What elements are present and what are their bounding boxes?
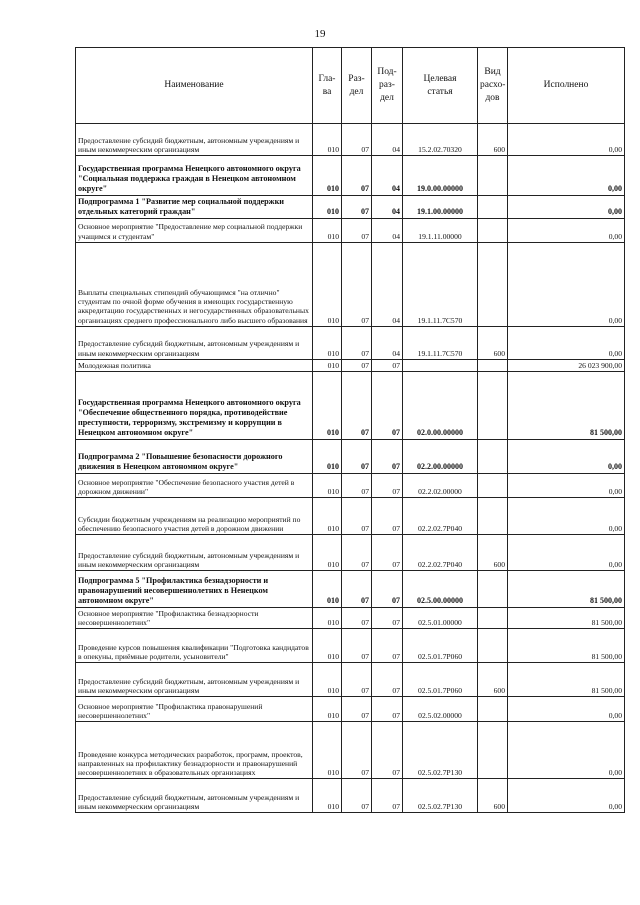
row-section: 07 [342,607,372,628]
row-expense-type [478,473,508,497]
row-subsection: 07 [372,473,403,497]
table-row [76,218,625,242]
header-name: Наименование [76,48,313,124]
row-subsection: 07 [372,722,403,779]
row-expense-type: 600 [478,326,508,359]
row-expense-type [478,607,508,628]
row-name: Предоставление субсидий бюджетным, автономным учреждениям и иным некоммерческим организациям [76,534,313,570]
row-subsection: 07 [372,439,403,473]
row-subsection: 07 [372,371,403,439]
row-expense-type: 600 [478,534,508,570]
row-executed: 0,00 [508,473,625,497]
row-executed: 0,00 [508,697,625,722]
row-expense-type [478,570,508,607]
row-section: 07 [342,779,372,813]
row-section: 07 [342,473,372,497]
row-subsection: 04 [372,242,403,326]
row-section: 07 [342,629,372,663]
row-section: 07 [342,534,372,570]
row-expense-type [478,218,508,242]
row-target: 02.5.01.7Р060 [403,629,478,663]
row-executed: 0,00 [508,156,625,196]
table-row [76,359,625,371]
row-section: 07 [342,697,372,722]
row-executed: 0,00 [508,534,625,570]
row-expense-type [478,359,508,371]
row-expense-type [478,439,508,473]
header-expense-type: Вид расхо- дов [478,48,508,124]
header-section: Раз- дел [342,48,372,124]
row-chapter: 010 [313,359,342,371]
budget-table [75,47,625,813]
row-section: 07 [342,722,372,779]
row-chapter: 010 [313,439,342,473]
row-section: 07 [342,156,372,196]
row-name: Основное мероприятие "Обеспечение безопасного участия детей в дорожном движении" [76,473,313,497]
row-executed: 0,00 [508,124,625,156]
row-expense-type: 600 [478,663,508,697]
row-subsection: 04 [372,156,403,196]
table-row [76,326,625,359]
row-expense-type [478,697,508,722]
row-executed: 0,00 [508,722,625,779]
row-section: 07 [342,439,372,473]
row-chapter: 010 [313,218,342,242]
row-executed: 0,00 [508,779,625,813]
row-section: 07 [342,124,372,156]
table-row [76,779,625,813]
table-row [76,124,625,156]
row-expense-type: 600 [478,124,508,156]
row-executed: 0,00 [508,439,625,473]
row-subsection: 07 [372,497,403,534]
row-executed: 0,00 [508,196,625,219]
row-section: 07 [342,359,372,371]
table-row [76,629,625,663]
table-row [76,196,625,219]
row-chapter: 010 [313,242,342,326]
row-executed: 0,00 [508,218,625,242]
row-section: 07 [342,570,372,607]
row-executed: 0,00 [508,497,625,534]
row-name: Предоставление субсидий бюджетным, автономным учреждениям и иным некоммерческим организациям [76,663,313,697]
header-chapter: Гла- ва [313,48,342,124]
row-target: 19.1.11.00000 [403,218,478,242]
row-executed: 0,00 [508,242,625,326]
row-chapter: 010 [313,779,342,813]
row-subsection: 04 [372,218,403,242]
row-executed: 81 500,00 [508,629,625,663]
row-target: 02.2.00.00000 [403,439,478,473]
row-chapter: 010 [313,156,342,196]
row-subsection: 07 [372,629,403,663]
row-target: 15.2.02.70320 [403,124,478,156]
page-number: 19 [314,28,326,40]
table-row [76,242,625,326]
table-row [76,156,625,196]
row-target: 02.2.02.7Р040 [403,497,478,534]
row-target: 02.2.02.00000 [403,473,478,497]
row-name: Молодежная политика [76,359,313,371]
row-name: Государственная программа Ненецкого автономного округа "Обеспечение общественного порядка, противодействие преступности, терроризму, экстремизму и коррупции в Ненецком автономном округе" [76,371,313,439]
row-section: 07 [342,326,372,359]
row-chapter: 010 [313,497,342,534]
row-chapter: 010 [313,607,342,628]
row-expense-type [478,196,508,219]
row-chapter: 010 [313,534,342,570]
row-section: 07 [342,196,372,219]
table-row [76,607,625,628]
row-chapter: 010 [313,326,342,359]
row-name: Проведение конкурса методических разработок, программ, проектов, направленных на профилактику безнадзорности и правонарушений несовершеннолетних в образовательных организациях [76,722,313,779]
row-executed: 0,00 [508,326,625,359]
row-section: 07 [342,242,372,326]
row-name: Проведение курсов повышения квалификации "Подготовка кандидатов в опекуны, приёмные родители, усыновители" [76,629,313,663]
row-expense-type [478,156,508,196]
table-row [76,473,625,497]
table-row [76,534,625,570]
table-row [76,439,625,473]
row-chapter: 010 [313,697,342,722]
row-target [403,359,478,371]
row-target: 02.5.01.00000 [403,607,478,628]
row-name: Выплаты специальных стипендий обучающимся "на отлично" студентам по очной форме обучения в имеющих государственную аккредитацию государственных и негосударственных образовательных организациях среднего профессионального либо высшего образования [76,242,313,326]
row-expense-type [478,629,508,663]
table-row [76,497,625,534]
table-row [76,697,625,722]
row-target: 19.1.11.7С570 [403,242,478,326]
row-executed: 81 500,00 [508,570,625,607]
row-target: 02.5.02.7Р130 [403,779,478,813]
table-row [76,663,625,697]
row-name: Субсидии бюджетным учреждениям на реализацию мероприятий по обеспечению безопасного участия детей в дорожном движении [76,497,313,534]
row-expense-type: 600 [478,779,508,813]
row-subsection: 07 [372,697,403,722]
row-name: Предоставление субсидий бюджетным, автономным учреждениям и иным некоммерческим организациям [76,779,313,813]
row-subsection: 07 [372,779,403,813]
table-row [76,371,625,439]
row-chapter: 010 [313,124,342,156]
row-executed: 26 023 900,00 [508,359,625,371]
row-chapter: 010 [313,371,342,439]
row-subsection: 04 [372,326,403,359]
row-chapter: 010 [313,570,342,607]
row-target: 19.0.00.00000 [403,156,478,196]
row-target: 19.1.00.00000 [403,196,478,219]
row-expense-type [478,371,508,439]
row-subsection: 07 [372,570,403,607]
row-subsection: 04 [372,196,403,219]
row-chapter: 010 [313,629,342,663]
row-target: 02.5.02.00000 [403,697,478,722]
row-name: Подпрограмма 1 "Развитие мер социальной поддержки отдельных категорий граждан" [76,196,313,219]
row-subsection: 07 [372,607,403,628]
header-target: Целевая статья [403,48,478,124]
row-subsection: 07 [372,359,403,371]
row-section: 07 [342,663,372,697]
row-executed: 81 500,00 [508,607,625,628]
row-name: Подпрограмма 5 "Профилактика безнадзорности и правонарушений несовершеннолетних в Ненецком автономном округе" [76,570,313,607]
row-target: 02.5.01.7Р060 [403,663,478,697]
row-chapter: 010 [313,663,342,697]
row-name: Предоставление субсидий бюджетным, автономным учреждениям и иным некоммерческим организациям [76,326,313,359]
table-row [76,570,625,607]
row-name: Государственная программа Ненецкого автономного округа "Социальная поддержка граждан в Ненецком автономном округе" [76,156,313,196]
row-expense-type [478,497,508,534]
header-subsection: Под- раз- дел [372,48,403,124]
row-subsection: 04 [372,124,403,156]
row-chapter: 010 [313,196,342,219]
row-name: Основное мероприятие "Профилактика безнадзорности несовершеннолетних" [76,607,313,628]
row-section: 07 [342,218,372,242]
row-subsection: 07 [372,534,403,570]
table-row [76,722,625,779]
row-target: 02.2.02.7Р040 [403,534,478,570]
row-chapter: 010 [313,722,342,779]
row-name: Основное мероприятие "Предоставление мер социальной поддержки учащимся и студентам" [76,218,313,242]
row-executed: 81 500,00 [508,371,625,439]
row-target: 02.0.00.00000 [403,371,478,439]
row-name: Основное мероприятие "Профилактика правонарушений несовершеннолетних" [76,697,313,722]
header-executed: Исполнено [508,48,625,124]
row-subsection: 07 [372,663,403,697]
row-expense-type [478,242,508,326]
row-name: Подпрограмма 2 "Повышение безопасности дорожного движения в Ненецком автономном округе" [76,439,313,473]
row-executed: 81 500,00 [508,663,625,697]
row-target: 19.1.11.7С570 [403,326,478,359]
table-header-row [76,48,625,124]
row-chapter: 010 [313,473,342,497]
row-expense-type [478,722,508,779]
row-section: 07 [342,497,372,534]
row-name: Предоставление субсидий бюджетным, автономным учреждениям и иным некоммерческим организациям [76,124,313,156]
row-target: 02.5.02.7Р130 [403,722,478,779]
row-target: 02.5.00.00000 [403,570,478,607]
row-section: 07 [342,371,372,439]
